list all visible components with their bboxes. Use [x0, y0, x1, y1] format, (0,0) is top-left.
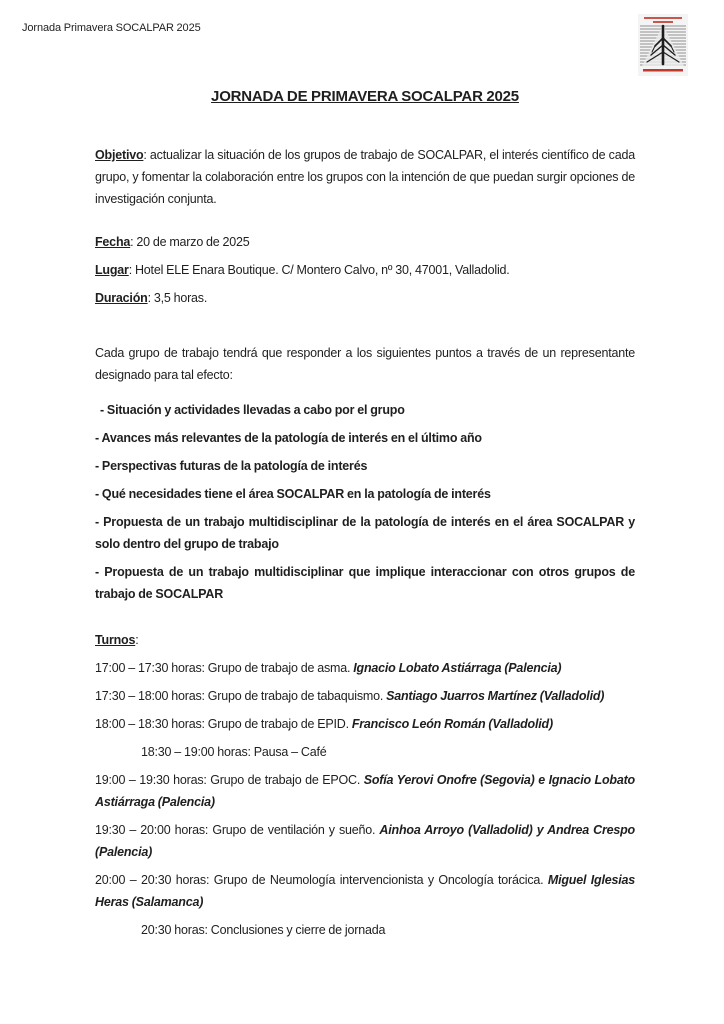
schedule-item: [95, 657, 635, 679]
schedule-item: [95, 685, 635, 707]
discussion-point: - Propuesta de un trabajo multidisciplinar que implique interaccionar con otros grupos de trabajo de SOCALPAR: [95, 565, 635, 601]
date-label: Fecha: [95, 235, 131, 249]
schedule-speaker: Miguel Iglesias Heras (Salamanca): [95, 873, 635, 909]
duration-label: Duración: [95, 291, 148, 305]
intro-paragraph: Cada grupo de trabajo tendrá que responder a los siguientes puntos a través de un representante designado para tal efecto:: [95, 346, 635, 382]
schedule-time-text: 17:30 – 18:00 horas: Grupo de trabajo de tabaquismo.: [95, 689, 387, 703]
duration-row: [95, 287, 635, 309]
schedule-list: [95, 657, 635, 941]
turnos-heading: [95, 629, 635, 651]
objective-label: Objetivo: [95, 148, 144, 162]
socalpar-logo-graphic: [638, 14, 688, 76]
date-row: [95, 231, 635, 253]
venue-text: : Hotel ELE Enara Boutique. C/ Montero Calvo, nº 30, 47001, Valladolid.: [128, 263, 510, 277]
discussion-point: - Situación y actividades llevadas a cabo por el grupo: [100, 403, 405, 417]
schedule-time-text: 20:30 horas: Conclusiones y cierre de jornada: [141, 923, 386, 937]
turnos-label: Turnos: [95, 633, 136, 647]
schedule-item: [95, 769, 635, 813]
discussion-point: - Qué necesidades tiene el área SOCALPAR en la patología de interés: [95, 487, 491, 501]
turnos-colon: :: [135, 633, 139, 647]
schedule-time-text: 18:00 – 18:30 horas: Grupo de trabajo de EPID.: [95, 717, 352, 731]
objective-paragraph: [95, 144, 635, 210]
schedule-item-closing: [95, 919, 635, 941]
schedule-speaker: Ainhoa Arroyo (Valladolid) y Andrea Crespo (Palencia): [95, 823, 635, 859]
schedule-item-break: [95, 741, 635, 763]
schedule-speaker: Ignacio Lobato Astiárraga (Palencia): [353, 661, 562, 675]
schedule-item: [95, 819, 635, 863]
discussion-point: - Perspectivas futuras de la patología de interés: [95, 459, 368, 473]
discussion-point: - Avances más relevantes de la patología de interés en el último año: [95, 431, 482, 445]
schedule-item: [95, 713, 635, 735]
schedule-speaker: Francisco León Román (Valladolid): [351, 717, 553, 731]
running-header: Jornada Primavera SOCALPAR 2025: [22, 22, 201, 34]
objective-text: : actualizar la situación de los grupos de trabajo de SOCALPAR, el interés científico de cada grupo, y fomentar la colaboración entre los grupos con la intención de que puedan surgir opciones de investigación conjunta.: [95, 148, 635, 206]
discussion-point: - Propuesta de un trabajo multidisciplinar de la patología de interés en el área SOCALPAR y solo dentro del grupo de trabajo: [95, 515, 635, 551]
venue-label: Lugar: [95, 263, 129, 277]
document-title: JORNADA DE PRIMAVERA SOCALPAR 2025: [211, 88, 519, 105]
schedule-time-text: 19:00 – 19:30 horas: Grupo de trabajo de EPOC.: [95, 773, 364, 787]
venue-row: [95, 259, 635, 281]
schedule-speaker: Sofía Yerovi Onofre (Segovia) e Ignacio Lobato Astiárraga (Palencia): [95, 773, 635, 809]
schedule-time-text: 18:30 – 19:00 horas: Pausa – Café: [141, 745, 327, 759]
schedule-time-text: 17:00 – 17:30 horas: Grupo de trabajo de asma.: [95, 661, 354, 675]
schedule-item: [95, 869, 635, 913]
socalpar-logo: [638, 14, 688, 76]
schedule-time-text: 20:00 – 20:30 horas: Grupo de Neumología intervencionista y Oncología torácica.: [95, 873, 548, 887]
duration-text: : 3,5 horas.: [147, 291, 208, 305]
schedule-time-text: 19:30 – 20:00 horas: Grupo de ventilación y sueño.: [95, 823, 380, 837]
date-text: : 20 de marzo de 2025: [130, 235, 250, 249]
discussion-points: [95, 399, 635, 605]
schedule-speaker: Santiago Juarros Martínez (Valladolid): [386, 689, 605, 703]
